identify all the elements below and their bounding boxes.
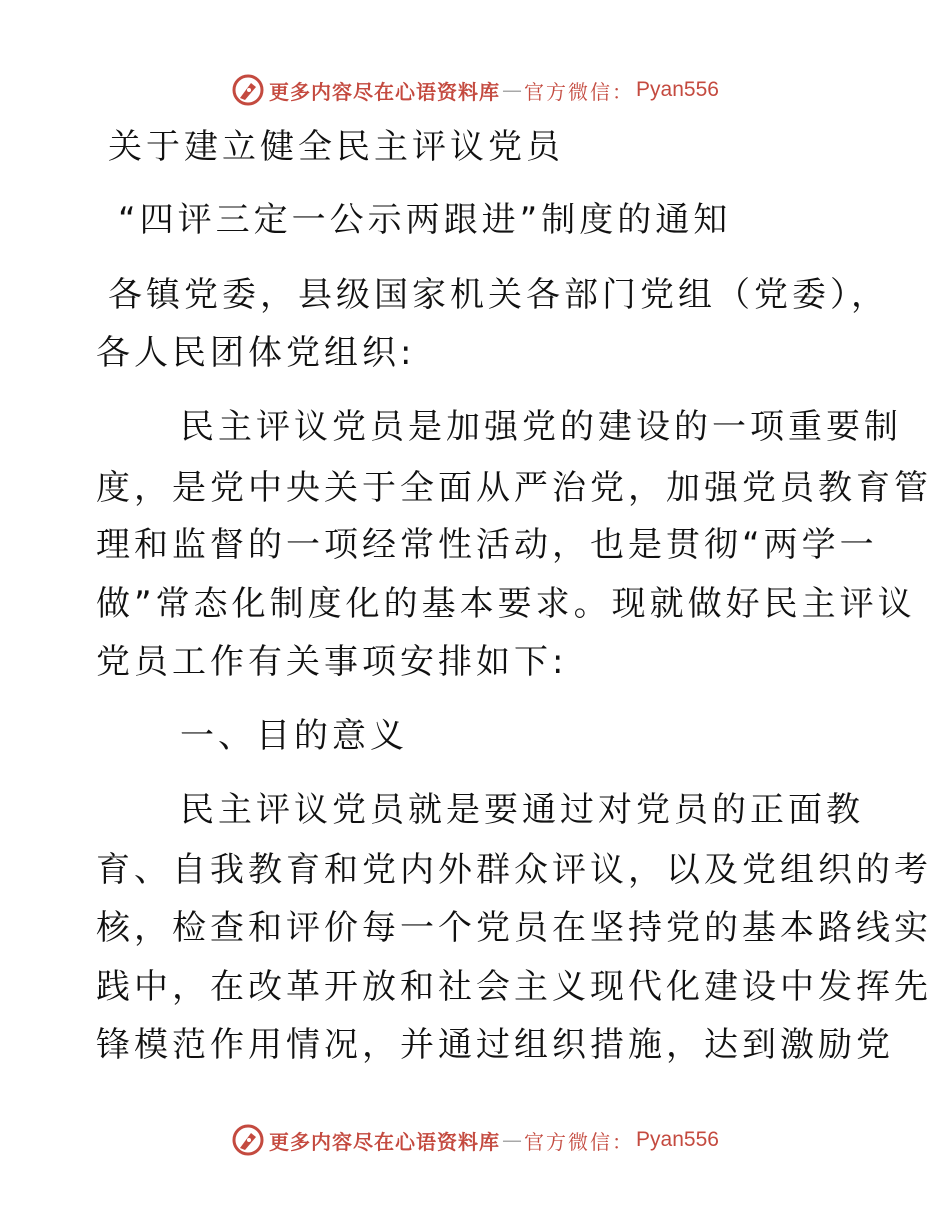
pen-nib-logo-icon [231, 73, 265, 107]
paragraph-line: 锋模范作用情况，并通过组织措施，达到激励党 [96, 1025, 894, 1065]
paragraph-line: 做”常态化制度化的基本要求。现就做好民主评议 [96, 584, 916, 624]
paragraph-line: 理和监督的一项经常性活动，也是贯彻“两学一 [96, 525, 878, 565]
paragraph-line: 党员工作有关事项安排如下: [96, 642, 568, 682]
watermark-footer [0, 1120, 950, 1160]
pen-nib-logo-icon [231, 1123, 265, 1157]
document-title-line1: 关于建立健全民主评议党员 [108, 127, 564, 167]
watermark-label: 官方微信： [524, 1129, 635, 1154]
watermark-handle: Pyan556 [636, 1128, 719, 1151]
recipients-line: 各人民团体党组织: [96, 333, 416, 373]
paragraph-line: 核，检查和评价每一个党员在坚持党的基本路线实 [96, 908, 932, 948]
paragraph-line: 民主评议党员是加强党的建设的一项重要制 [180, 407, 902, 447]
paragraph-line: 育、自我教育和党内外群众评议，以及党组织的考 [96, 850, 932, 890]
watermark-header [0, 70, 950, 110]
paragraph-line: 民主评议党员就是要通过对党员的正面教 [180, 790, 864, 830]
watermark-site: 更多内容尽在心语资料库 [269, 1129, 501, 1154]
watermark-site: 更多内容尽在心语资料库 [269, 79, 501, 104]
watermark-handle: Pyan556 [636, 78, 719, 101]
watermark-label: 官方微信： [524, 79, 635, 104]
recipients-line: 各镇党委，县级国家机关各部门党组（党委）， [108, 275, 889, 315]
section-heading: 一、目的意义 [180, 716, 408, 756]
watermark-separator: — [502, 78, 523, 102]
watermark-separator: — [502, 1128, 523, 1152]
document-title-line2: “四评三定一公示两跟进”制度的通知 [118, 200, 732, 240]
paragraph-line: 度，是党中央关于全面从严治党，加强党员教育管 [96, 468, 932, 508]
paragraph-line: 践中，在改革开放和社会主义现代化建设中发挥先 [96, 967, 932, 1007]
